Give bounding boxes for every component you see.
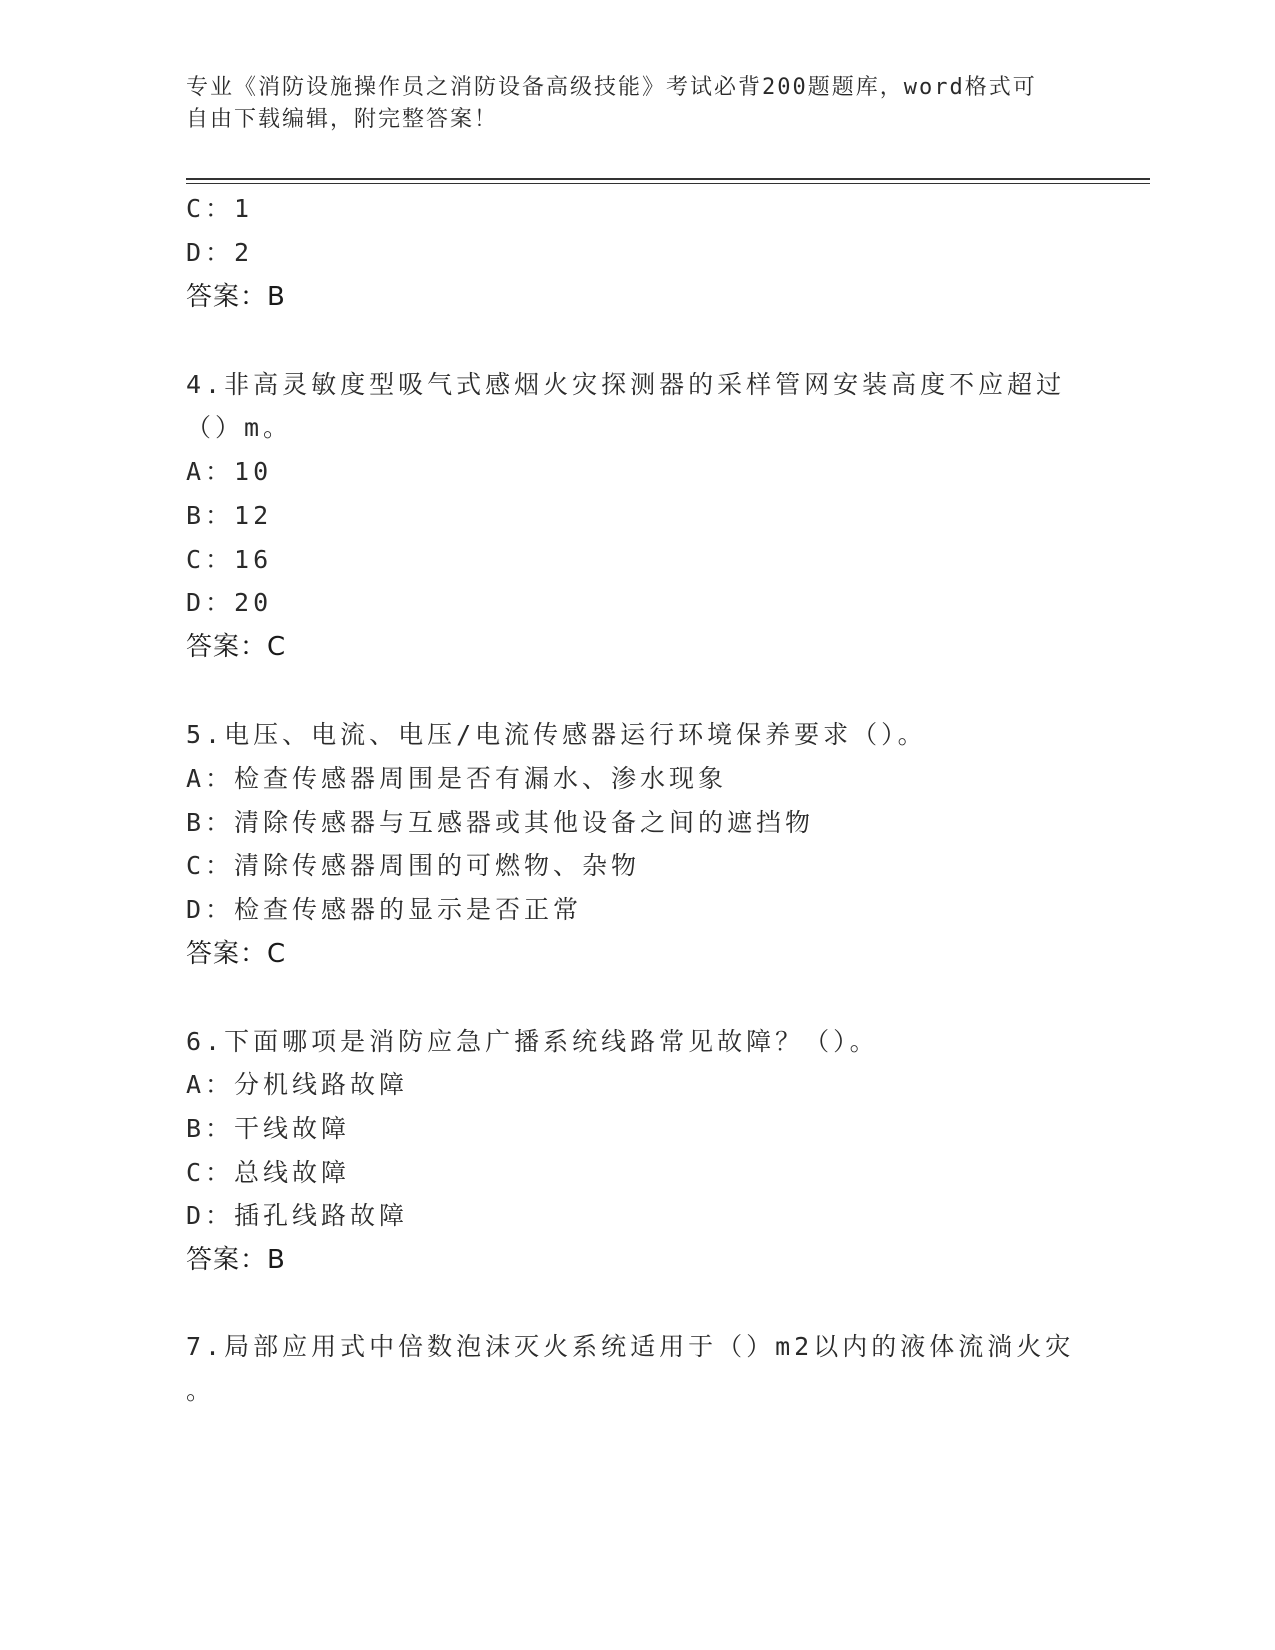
q6-option-b: B：干线故障 xyxy=(186,1114,351,1143)
q4-option-a: A：10 xyxy=(186,457,273,486)
q3-answer: 答案：B xyxy=(186,282,286,312)
header-line-2: 自由下载编辑，附完整答案！ xyxy=(186,107,499,132)
q6-stem: 6.下面哪项是消防应急广播系统线路常见故障？（）。 xyxy=(186,1027,879,1056)
q4-stem-line-2: （）m。 xyxy=(186,413,293,442)
q3-option-d: D：2 xyxy=(186,238,254,267)
document-header xyxy=(186,72,1066,136)
q4-option-b: B：12 xyxy=(186,501,273,530)
q4-option-c: C：16 xyxy=(186,545,273,574)
header-line-1: 专业《消防设施操作员之消防设备高级技能》考试必背200题题库，word格式可 xyxy=(186,75,1037,100)
q5-stem: 5.电压、电流、电压/电流传感器运行环境保养要求（）。 xyxy=(186,720,927,749)
header-divider-thin xyxy=(186,183,1150,184)
q5-answer: 答案：C xyxy=(186,939,287,969)
q6-option-d: D：插孔线路故障 xyxy=(186,1201,409,1230)
q5-option-c: C：清除传感器周围的可燃物、杂物 xyxy=(186,851,641,880)
q4-answer: 答案：C xyxy=(186,632,287,662)
q6-option-a: A：分机线路故障 xyxy=(186,1070,409,1099)
q3-option-c: C：1 xyxy=(186,194,254,223)
q7-stem-line-1: 7.局部应用式中倍数泡沫灭火系统适用于（）m2以内的液体流淌火灾 xyxy=(186,1332,1075,1361)
q6-answer: 答案：B xyxy=(186,1245,286,1275)
q5-option-b: B：清除传感器与互感器或其他设备之间的遮挡物 xyxy=(186,808,815,837)
q7-stem-line-2: 。 xyxy=(186,1376,216,1405)
q5-option-a: A：检查传感器周围是否有漏水、渗水现象 xyxy=(186,764,728,793)
q4-stem-line-1: 4.非高灵敏度型吸气式感烟火灾探测器的采样管网安装高度不应超过 xyxy=(186,370,1066,399)
q4-option-d: D：20 xyxy=(186,588,273,617)
q6-option-c: C：总线故障 xyxy=(186,1158,351,1187)
q5-option-d: D：检查传感器的显示是否正常 xyxy=(186,895,583,924)
header-divider-thick xyxy=(186,178,1150,180)
